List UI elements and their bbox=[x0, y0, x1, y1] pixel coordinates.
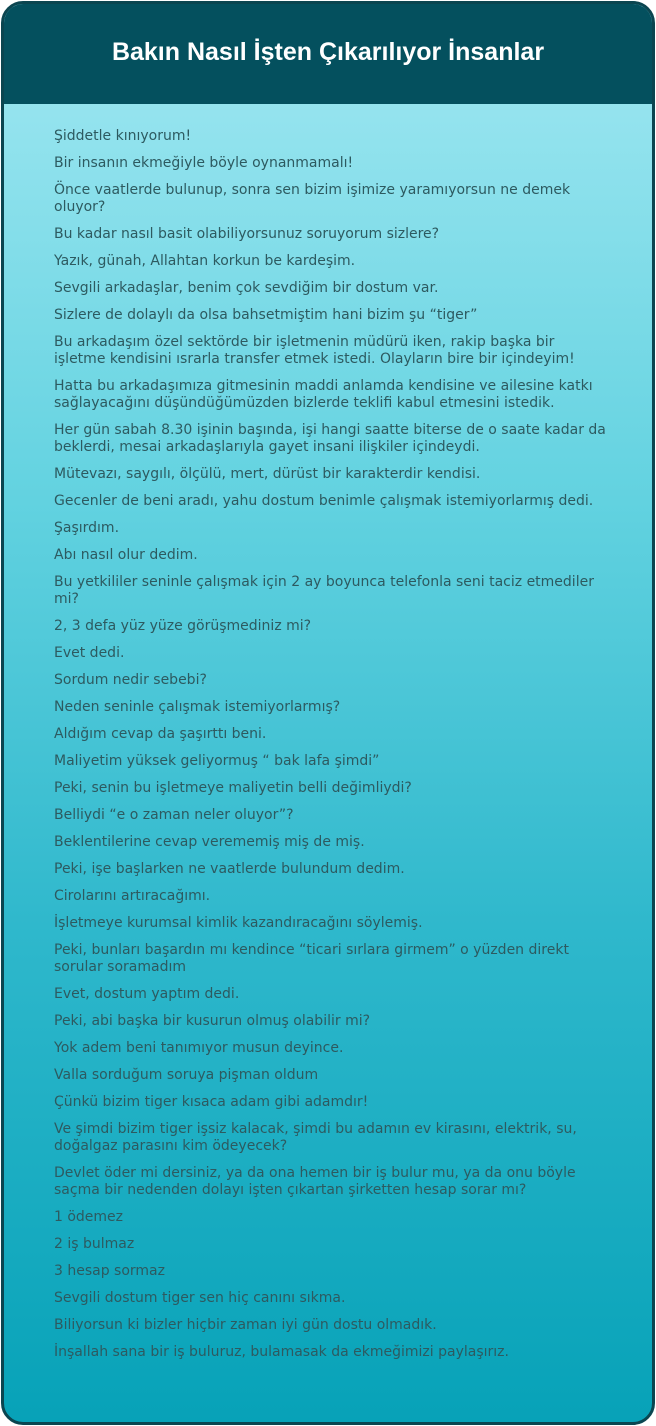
article-paragraph: Bu arkadaşım özel sektörde bir işletmenin müdürü iken, rakip başka bir işletme kendisini ısrarla transfer etmek istedi. Olayların bire bir içindeyim! bbox=[54, 334, 575, 367]
article-paragraph: Şiddetle kınıyorum! bbox=[54, 128, 192, 144]
article-paragraph: Aldığım cevap da şaşırttı beni. bbox=[54, 726, 267, 742]
article-paragraph: Belliydi “e o zaman neler oluyor”? bbox=[54, 807, 294, 823]
article-paragraph: Ve şimdi bizim tiger işsiz kalacak, şimdi bu adamın ev kirasını, elektrik, su, doğalgaz parasını kim ödeyecek? bbox=[54, 1121, 577, 1154]
article-paragraph: Peki, bunları başardın mı kendince “ticari sırlara girmem” o yüzden direkt sorular soramadım bbox=[54, 942, 569, 975]
article-paragraph: İnşallah sana bir iş buluruz, bulamasak da ekmeğimizi paylaşırız. bbox=[54, 1344, 509, 1360]
article-paragraph: Evet, dostum yaptım dedi. bbox=[54, 986, 240, 1002]
article-paragraph: 1 ödemez bbox=[54, 1209, 124, 1225]
article-paragraph: 2 iş bulmaz bbox=[54, 1236, 135, 1252]
article-paragraph: Abı nasıl olur dedim. bbox=[54, 547, 198, 563]
article-paragraph: Yok adem beni tanımıyor musun deyince. bbox=[54, 1040, 344, 1056]
article-paragraph: 3 hesap sormaz bbox=[54, 1263, 165, 1279]
article-paragraph: Peki, senin bu işletmeye maliyetin belli değimliydi? bbox=[54, 780, 412, 796]
article-paragraph: Sizlere de dolaylı da olsa bahsetmiştim hani bizim şu “tiger” bbox=[54, 307, 478, 323]
article-paragraph: Bir insanın ekmeğiyle böyle oynanmamalı! bbox=[54, 155, 354, 171]
article-paragraph: Beklentilerine cevap verememiş miş de miş. bbox=[54, 834, 365, 850]
article-paragraph: Gecenler de beni aradı, yahu dostum benimle çalışmak istemiyorlarmış dedi. bbox=[54, 493, 594, 509]
article-paragraph: Peki, işe başlarken ne vaatlerde bulundum dedim. bbox=[54, 861, 405, 877]
article-paragraph: 2, 3 defa yüz yüze görüşmediniz mi? bbox=[54, 618, 312, 634]
article-paragraph: Cirolarını artıracağımı. bbox=[54, 888, 211, 904]
article-paragraph: Mütevazı, saygılı, ölçülü, mert, dürüst bir karakterdir kendisi. bbox=[54, 466, 481, 482]
article-paragraph: Her gün sabah 8.30 işinin başında, işi hangi saatte biterse de o saate kadar da beklerdi, mesai arkadaşlarıyla gayet insani ilişkiler içindeydi. bbox=[54, 422, 606, 455]
article-paragraph: Valla sorduğum soruya pişman oldum bbox=[54, 1067, 319, 1083]
article-paragraph: Peki, abi başka bir kusurun olmuş olabilir mi? bbox=[54, 1013, 371, 1029]
article-paragraph: Evet dedi. bbox=[54, 645, 125, 661]
article-paragraph: Neden seninle çalışmak istemiyorlarmış? bbox=[54, 699, 341, 715]
article-card bbox=[1, 1, 655, 1425]
article-body bbox=[54, 128, 608, 1371]
article-paragraph: Çünkü bizim tiger kısaca adam gibi adamdır! bbox=[54, 1094, 369, 1110]
article-paragraph: Bu kadar nasıl basit olabiliyorsunuz soruyorum sizlere? bbox=[54, 226, 440, 242]
page-title: Bakın Nasıl İşten Çıkarılıyor İnsanlar bbox=[111, 37, 545, 66]
header-bar bbox=[4, 4, 652, 104]
article-paragraph: Sevgili arkadaşlar, benim çok sevdiğim bir dostum var. bbox=[54, 280, 439, 296]
article-paragraph: Maliyetim yüksek geliyormuş “ bak lafa şimdi” bbox=[54, 753, 380, 769]
article-paragraph: Önce vaatlerde bulunup, sonra sen bizim işimize yaramıyorsun ne demek oluyor? bbox=[54, 182, 571, 215]
article-paragraph: Devlet öder mi dersiniz, ya da ona hemen bir iş bulur mu, ya da onu böyle saçma bir nedenden dolayı işten çıkartan şirketten hesap sorar mı? bbox=[54, 1165, 576, 1198]
article-paragraph: Sordum nedir sebebi? bbox=[54, 672, 207, 688]
article-paragraph: İşletmeye kurumsal kimlik kazandıracağını söylemiş. bbox=[54, 915, 423, 931]
article-paragraph: Yazık, günah, Allahtan korkun be kardeşim. bbox=[54, 253, 356, 269]
article-paragraph: Sevgili dostum tiger sen hiç canını sıkma. bbox=[54, 1290, 346, 1306]
article-paragraph: Hatta bu arkadaşımıza gitmesinin maddi anlamda kendisine ve ailesine katkı sağlayacağını düşündüğümüzden bizlerde teklifi kabul etmesini istedik. bbox=[54, 378, 593, 411]
article-paragraph: Biliyorsun ki bizler hiçbir zaman iyi gün dostu olmadık. bbox=[54, 1317, 437, 1333]
article-paragraph: Bu yetkililer seninle çalışmak için 2 ay boyunca telefonla seni taciz etmediler mi? bbox=[54, 574, 594, 607]
article-paragraph: Şaşırdım. bbox=[54, 520, 120, 536]
